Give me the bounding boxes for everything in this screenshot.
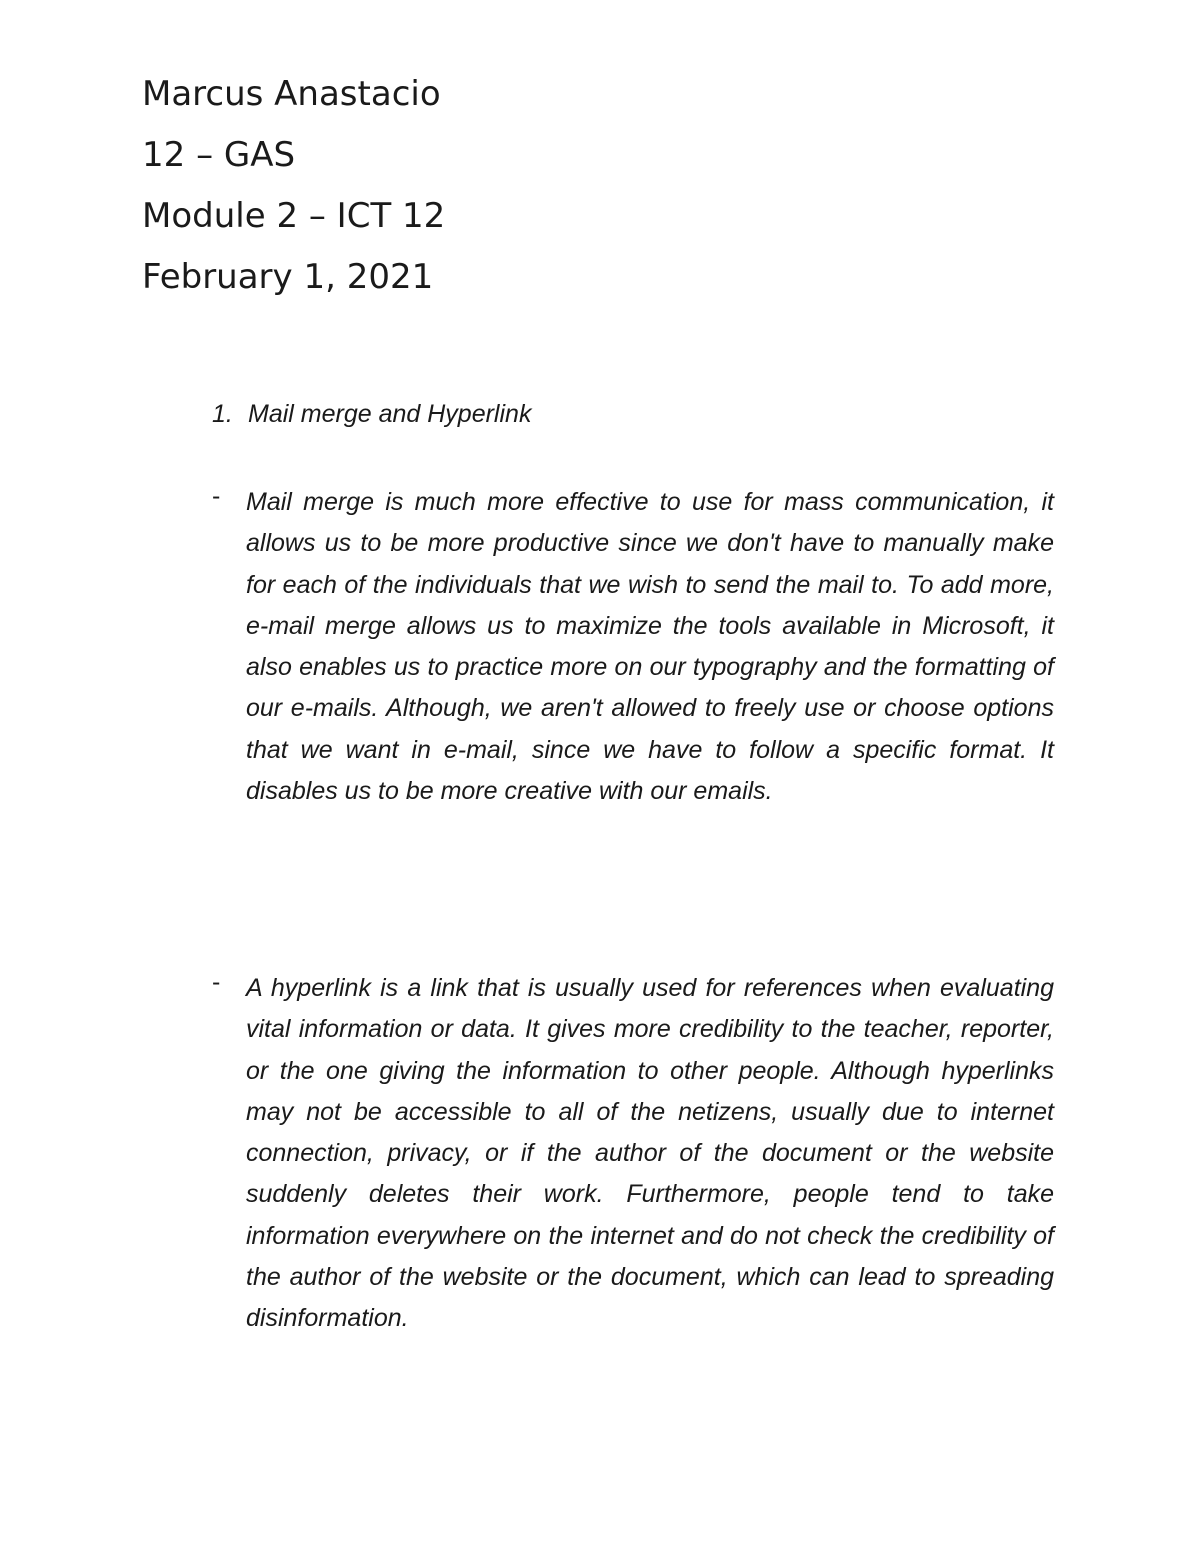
grade-section: 12 – GAS [142, 135, 296, 175]
bullet-paragraph: A hyperlink is a link that is usually used for references when evaluating vital information or data. It gives more credibility to the teacher, reporter, or the one giving the information to other people. Although hyperlinks may not be accessible to all of the netizens, usually due to internet connection, privacy, or if the author of the document or the website suddenly deletes their work. Furthermore, people tend to take information everywhere on the internet and do not check the credibility of the author of the website or the document, which can lead to spreading disinformation. [246, 974, 1054, 1333]
module-title: Module 2 – ICT 12 [142, 196, 446, 236]
author-name: Marcus Anastacio [142, 74, 441, 114]
bullet-marker: - [212, 482, 221, 510]
list-number: 1. [212, 400, 233, 428]
numbered-heading [212, 400, 531, 429]
bullet-marker: - [212, 968, 221, 996]
bullet-item-hyperlink [212, 968, 1056, 1340]
heading-text: Mail merge and Hyperlink [248, 400, 532, 428]
bullet-item-mail-merge [212, 482, 1056, 812]
bullet-paragraph: Mail merge is much more effective to use for mass communication, it allows us to be more productive since we don't have to manually make for each of the individuals that we wish to send the mail to. To add more, e-mail merge allows us to maximize the tools available in Microsoft, it also enables us to practice more on our typography and the formatting of our e-mails. Although, we aren't allowed to freely use or choose options that we want in e-mail, since we have to follow a specific format. It disables us to be more creative with our emails. [246, 488, 1054, 806]
document-date: February 1, 2021 [142, 257, 434, 297]
document-header [142, 64, 445, 308]
